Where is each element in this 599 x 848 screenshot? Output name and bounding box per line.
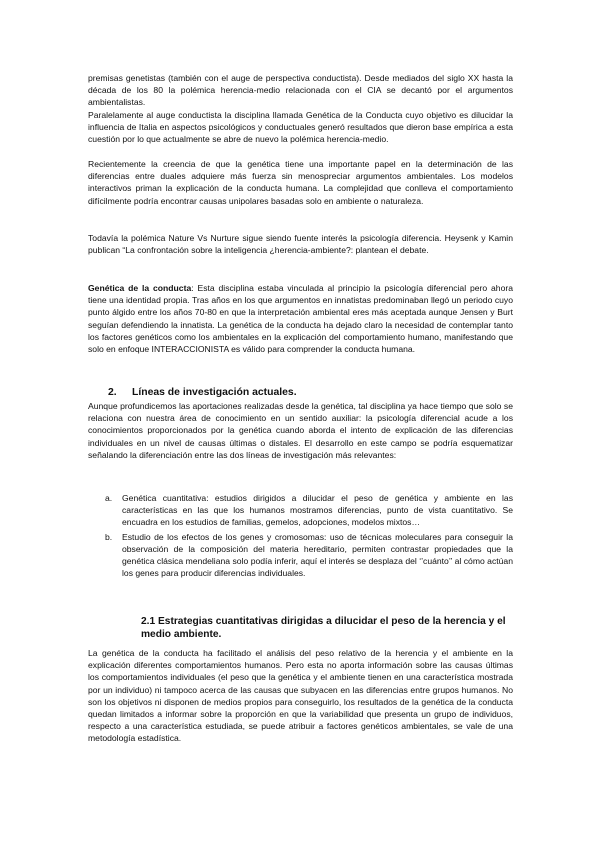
- list-item-text: Estudio de los efectos de los genes y cromosomas: uso de técnicas moleculares para conseguir la observación de la composición del materia hereditario, permiten contrastar propiedades que la genética clásica mendeliana solo podía inferir, aquí el interés se desplaza del ‘’cuánto’’ al cómo actúan los genes para producir diferencias individuales.: [122, 531, 513, 579]
- paragraph-aunque: [88, 400, 513, 461]
- paragraph-text: La genética de la conducta ha facilitado el análisis del peso relativo de la herencia y el ambiente en la explicación diferentes comportamientos humanos. Pero esta no aporta información sobre las causas últimas los comportamientos individuales (el peso que la genética y el ambiente tienen en una característica mostrada por un individuo) ni tampoco acerca de las causas que subyacen en las diferencias entre grupos humanos. No son los objetivos ni disponen de medios propios para conseguirlo, los resultados de la genética de la conducta quedan limitados a informar sobre la proporción en que la variabilidad que presenta un grupo de individuos, respecto a una característica estudiada, se puede atribuir a factores genéticos ambientales, se vale de una metodología estadística.: [88, 648, 513, 744]
- paragraph-text: Paralelamente al auge conductista la disciplina llamada Genética de la Conducta cuyo objetivo es dilucidar la influencia de Italia en aspectos psicológicos y conductuales generó resultados que dieron base empírica a esta cuestión por lo que actualmente se abre de nuevo la polémica herencia-medio.: [88, 110, 513, 145]
- paragraph-paralelamente: [88, 109, 513, 146]
- paragraph-todavia: [88, 232, 513, 256]
- list-marker: a.: [105, 493, 113, 503]
- list: [88, 492, 513, 579]
- list-item: [88, 531, 513, 580]
- list-marker: b.: [105, 531, 113, 542]
- term-genetica-conducta: Genética de la conducta: [88, 283, 192, 293]
- paragraph-recientemente: [88, 158, 513, 207]
- paragraph-text: Aunque profundicemos las aportaciones realizadas desde la genética, tal disciplina ya hace tiempo que solo se relaciona con nuestra área de conocimiento en un sentido auxiliar: la psicología diferencial acude a los conocimientos proporcionados por la genética cuando aborda el intento de explicación de las diferencias individuales en un nivel de causas últimas o distales. El desarrollo en este campo se podría esquematizar señalando la diferenciación entre las dos líneas de investigación más relevantes:: [88, 401, 513, 460]
- section-number: 2.: [108, 387, 117, 398]
- paragraph-text: premisas genetistas (también con el auge de perspectiva conductista). Desde mediados del siglo XX hasta la década de los 80 la polémica herencia-medio relacionada con el CIA se decantó por el argumentos ambientalistas.: [88, 73, 513, 108]
- paragraph-genetica-conducta: [88, 282, 513, 355]
- paragraph-text: Recientemente la creencia de que la genética tiene una importante papel en la determinación de las diferencias entre duales adquiere más fuerza sin menospreciar argumentos ambientales. Los modelos interactivos priman la explicación de la conducta humana. La complejidad que conlleva el comportamiento difícilmente podría encontrar causas unipolares basadas solo en ambiente o naturaleza.: [88, 159, 513, 206]
- subsection-heading: 2.1 Estrategias cuantitativas dirigidas a dilucidar el peso de la herencia y el medio ambiente.: [141, 616, 506, 640]
- section-title: Líneas de investigación actuales.: [132, 387, 297, 398]
- paragraph-premisas: [88, 72, 513, 109]
- list-item: [88, 492, 513, 529]
- paragraph-body: : Esta disciplina estaba vinculada al principio la psicología diferencial pero ahora tiene una identidad propia. Tras años en los que argumentos en innatistas predominaban llegó un periodo cuyo punto álgido entre los años 70-80 en que la interpretación ambiental eres más aceptada aunque Jensen y Burt seguían defendiendo la innatista. La genética de la conducta ha dejado claro la necesidad de contemplar tanto los factores genéticos como los ambientales en la explicación del comportamiento humano, manifestando que solo en enfoque INTERACCIONISTA es válido para comprender la conducta humana.: [88, 283, 513, 355]
- paragraph-text: [88, 282, 513, 355]
- section-heading: [88, 386, 513, 399]
- list-item-text: Genética cuantitativa: estudios dirigidos a dilucidar el peso de genética y ambiente en las características en las que los humanos mostramos diferencias, punto de vista cuantitativo. Se encuadra en los estudios de familias, gemelos, adopciones, modelos mixtos…: [122, 493, 513, 528]
- paragraph-genetica-analisis: [88, 647, 513, 745]
- paragraph-text: Todavía la polémica Nature Vs Nurture sigue siendo fuente interés la psicología diferencia. Heysenk y Kamin publican “La confrontación sobre la inteligencia ¿herencia-ambiente?: plantean el debate.: [88, 233, 513, 256]
